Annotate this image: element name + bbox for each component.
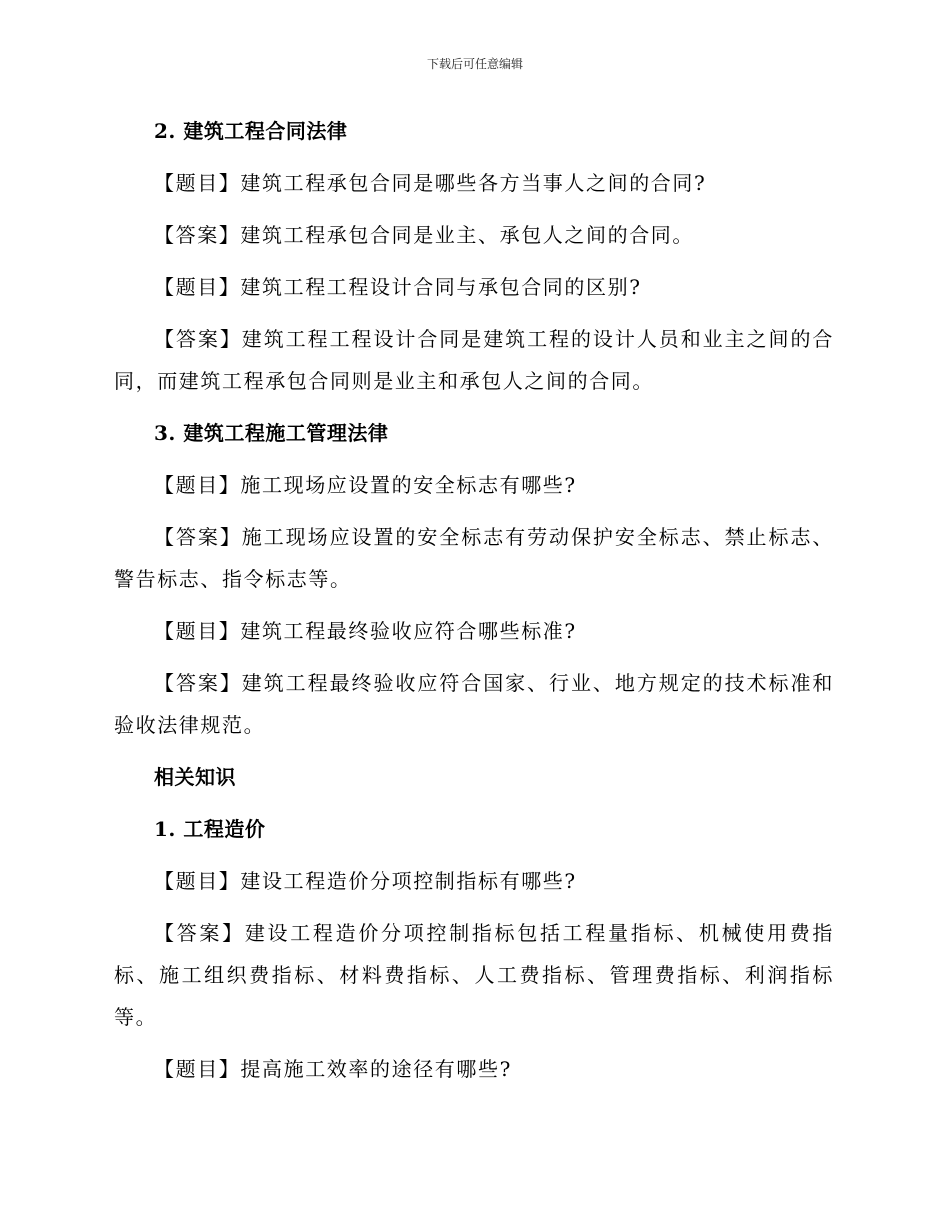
question-paragraph: 【题目】建筑工程最终验收应符合哪些标准?: [154, 619, 577, 643]
answer-paragraph: 【答案】建筑工程承包合同是业主、承包人之间的合同。: [154, 223, 694, 247]
question-paragraph: 【题目】建设工程造价分项控制指标有哪些?: [154, 869, 577, 893]
question-paragraph: 【题目】提高施工效率的途径有哪些?: [154, 1057, 512, 1081]
answer-paragraph: 【答案】建筑工程工程设计合同是建筑工程的设计人员和业主之间的合同，而建筑工程承包合同则是业主和承包人之间的合同。: [114, 327, 834, 393]
section-heading-construction-management: 3. 建筑工程施工管理法律: [154, 421, 389, 445]
answer-paragraph: 【答案】建筑工程最终验收应符合国家、行业、地方规定的技术标准和验收法律规范。: [114, 671, 834, 737]
section-heading-contract-law: 2. 建筑工程合同法律: [154, 119, 348, 143]
question-paragraph: 【题目】施工现场应设置的安全标志有哪些?: [154, 473, 577, 497]
question-paragraph: 【题目】建筑工程承包合同是哪些各方当事人之间的合同?: [154, 171, 707, 195]
answer-paragraph: 【答案】建设工程造价分项控制指标包括工程量指标、机械使用费指标、施工组织费指标、材料费指标、人工费指标、管理费指标、利润指标等。: [114, 921, 834, 1029]
document-body: [114, 110, 834, 1100]
question-paragraph: 【题目】建筑工程工程设计合同与承包合同的区别?: [154, 275, 642, 299]
answer-paragraph: 【答案】施工现场应设置的安全标志有劳动保护安全标志、禁止标志、警告标志、指令标志等。: [114, 525, 834, 591]
page-header-note: 下载后可任意编辑: [426, 57, 523, 71]
section-heading-related-knowledge: 相关知识: [154, 765, 236, 789]
section-heading-engineering-cost: 1. 工程造价: [154, 817, 266, 841]
